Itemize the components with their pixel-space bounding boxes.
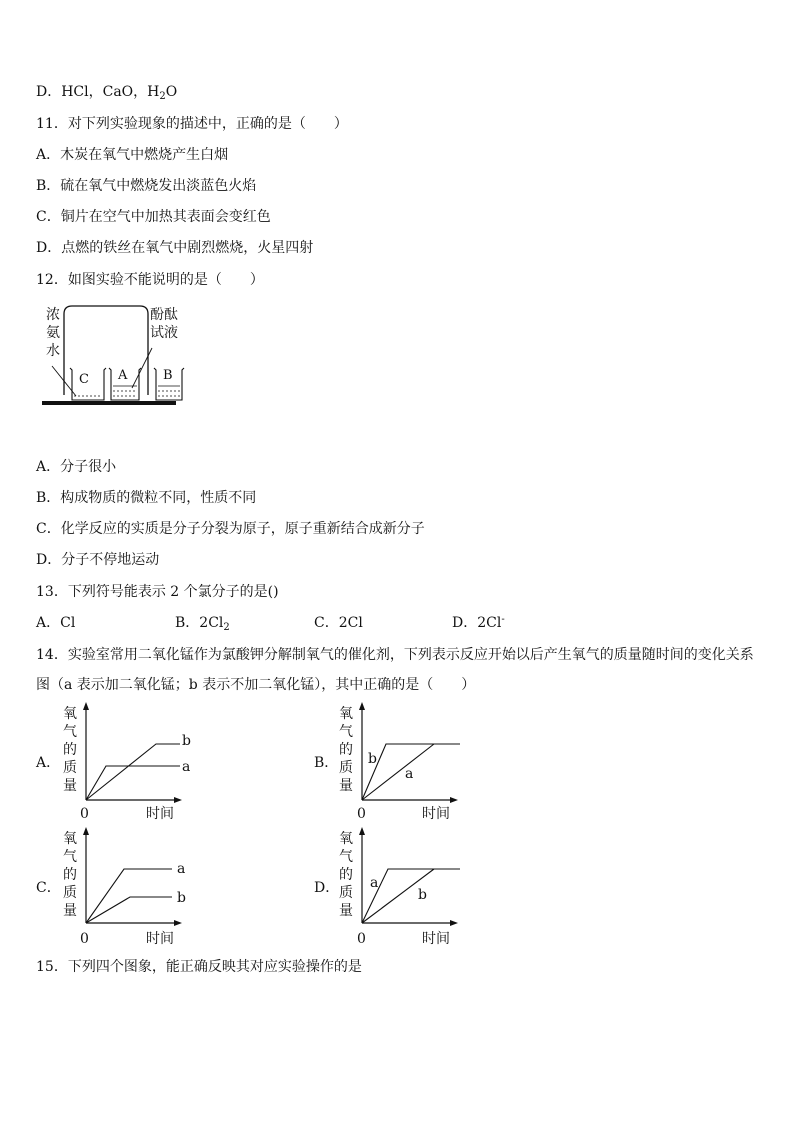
q14-graph-b-ylabel: 氧 气 的 质 量 bbox=[339, 706, 353, 794]
q14-option-a-label: A． bbox=[36, 755, 61, 771]
q12-beaker-b-label: B bbox=[163, 368, 173, 383]
q13-option-c: C．2Cl bbox=[314, 615, 363, 631]
q13-option-a: A．Cl bbox=[36, 615, 76, 631]
q12-label-phenolphthalein: 酚酞 试液 bbox=[150, 307, 178, 341]
q14-graph-d-ylabel: 氧 气 的 质 量 bbox=[339, 831, 353, 919]
q14-graph-a-curve-label-2: a bbox=[182, 759, 191, 775]
graph-a-curve-a bbox=[86, 766, 180, 800]
q14-graph-c-xlabel: 时间 bbox=[146, 931, 174, 947]
q14-graph-b-curve-label-1: b bbox=[368, 751, 377, 767]
q14-graph-c-ylabel: 氧 气 的 质 量 bbox=[63, 831, 77, 919]
q11-option-a: A．木炭在氧气中燃烧产生白烟 bbox=[36, 147, 229, 163]
q14-graph-c-origin: 0 bbox=[80, 931, 89, 947]
q14-stem: 14．实验室常用二氧化锰作为氯酸钾分解制氧气的催化剂，下列表示反应开始以后产生氧气的质量随时间的变化关系图（a 表示加二氧化锰；b 表示不加二氧化锰），其中正确的是（ ） bbox=[36, 647, 754, 693]
q13-option-b: B．$2Cl_2$ bbox=[175, 615, 230, 633]
q14-graph-a-curve-label-1: b bbox=[182, 733, 191, 749]
q14-graph-c-curve-label-2: b bbox=[177, 890, 186, 906]
q12-option-d: D．分子不停地运动 bbox=[36, 552, 160, 568]
q10-option-d: D．HCl，CaO，$H_2O$ bbox=[36, 84, 178, 102]
q15-stem: 15．下列四个图象，能正确反映其对应实验操作的是 bbox=[36, 959, 362, 975]
q14-graph-a-ylabel: 氧 气 的 质 量 bbox=[63, 706, 77, 794]
q12-option-c: C．化学反应的实质是分子分裂为原子，原子重新结合成新分子 bbox=[36, 521, 425, 537]
q12-option-b: B．构成物质的微粒不同，性质不同 bbox=[36, 490, 257, 506]
q14-graph-b-curve-label-2: a bbox=[405, 766, 414, 782]
q14-graph-d-curve-label-2: b bbox=[418, 887, 427, 903]
q11-option-d: D．点燃的铁丝在氧气中剧烈燃烧，火星四射 bbox=[36, 240, 314, 256]
graph-c-curve-b bbox=[86, 897, 172, 923]
q11-stem: 11．对下列实验现象的描述中，正确的是（ ） bbox=[36, 116, 348, 132]
q14-graph-a bbox=[80, 700, 190, 810]
q14-graph-b-xlabel: 时间 bbox=[422, 806, 450, 822]
q14-graph-d-xlabel: 时间 bbox=[422, 931, 450, 947]
q14-graph-d-curve-label-1: a bbox=[370, 875, 379, 891]
q12-beaker-a-label: A bbox=[118, 368, 128, 383]
q14-graph-b-origin: 0 bbox=[357, 806, 366, 822]
q12-label-ammonia: 浓 氨 水 bbox=[46, 307, 60, 359]
q14-graph-c-curve-label-1: a bbox=[177, 861, 186, 877]
q14-graph-d-origin: 0 bbox=[357, 931, 366, 947]
q12-stem: 12．如图实验不能说明的是（ ） bbox=[36, 272, 264, 288]
q14-graph-a-origin: 0 bbox=[80, 806, 89, 822]
q13-option-d: D．2Cl- bbox=[452, 614, 505, 631]
q14-graph-a-xlabel: 时间 bbox=[146, 806, 174, 822]
q11-option-c: C．铜片在空气中加热其表面会变红色 bbox=[36, 209, 271, 225]
q14-option-d-label: D． bbox=[314, 880, 340, 896]
q14-option-c-label: C． bbox=[36, 880, 61, 896]
graph-a-curve-b bbox=[86, 744, 180, 800]
q11-option-b: B．硫在氧气中燃烧发出淡蓝色火焰 bbox=[36, 178, 257, 194]
q14-option-b-label: B． bbox=[314, 755, 339, 771]
q13-stem: 13．下列符号能表示 2 个氯分子的是() bbox=[36, 584, 279, 600]
q12-option-a: A．分子很小 bbox=[36, 459, 117, 475]
q12-beaker-c-label: C bbox=[79, 372, 89, 387]
q14-graph-c bbox=[80, 825, 190, 935]
